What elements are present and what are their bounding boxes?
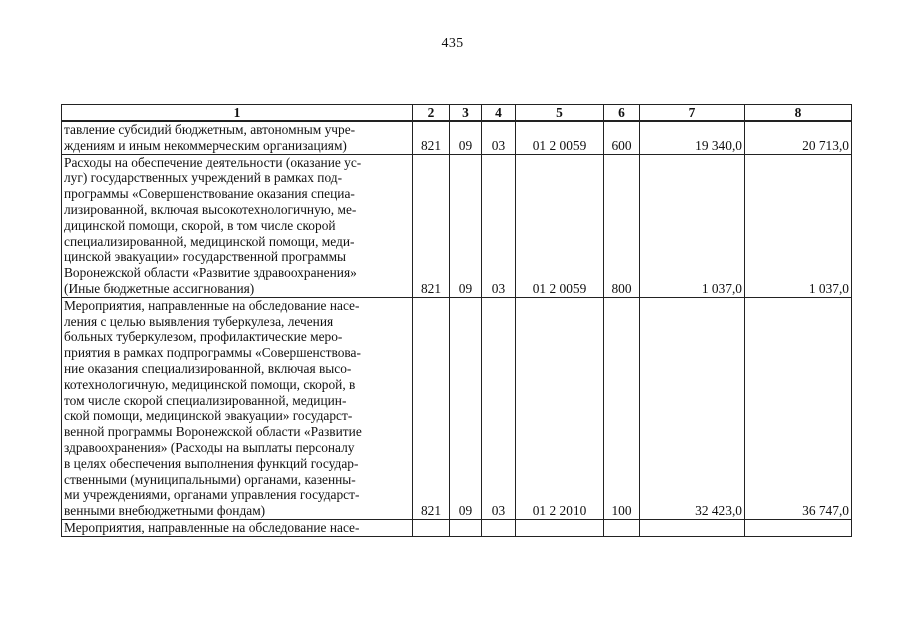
description-line: котехнологичную, медицинской помощи, скорой, в <box>64 376 356 392</box>
row-description <box>62 154 413 297</box>
section-code <box>450 519 482 536</box>
amount-year-1: 32 423,0 <box>640 297 745 519</box>
target-code: 01 2 2010 <box>516 297 604 519</box>
table-header-row <box>62 105 852 122</box>
ministry-code: 821 <box>413 154 450 297</box>
ministry-code: 821 <box>413 121 450 154</box>
description-line: Мероприятия, направленные на обследование насе- <box>64 519 360 535</box>
description-line: ние оказания специализированной, включая высо- <box>64 360 352 376</box>
column-header: 4 <box>482 105 516 122</box>
target-code <box>516 519 604 536</box>
column-header: 3 <box>450 105 482 122</box>
subsection-code: 03 <box>482 154 516 297</box>
description-line: венной программы Воронежской области «Развитие <box>64 424 362 440</box>
amount-year-2: 20 713,0 <box>745 121 852 154</box>
description-line: приятия в рамках подпрограммы «Совершенствова- <box>64 345 361 361</box>
amount-year-1: 1 037,0 <box>640 154 745 297</box>
table-row <box>62 154 852 297</box>
description-line: венными внебюджетными фондам) <box>64 503 266 519</box>
table-row <box>62 519 852 536</box>
description-line: здравоохранения» (Расходы на выплаты персоналу <box>64 439 355 455</box>
subsection-code: 03 <box>482 297 516 519</box>
expense-type-code: 800 <box>604 154 640 297</box>
description-line: том числе скорой специализированной, медицин- <box>64 392 347 408</box>
budget-table <box>61 104 852 537</box>
description-line: (Иные бюджетные ассигнования) <box>64 280 255 296</box>
ministry-code <box>413 519 450 536</box>
description-line: больных туберкулезом, профилактические меро- <box>64 329 343 345</box>
subsection-code <box>482 519 516 536</box>
section-code: 09 <box>450 121 482 154</box>
description-line: ми учреждениями, органами управления государст- <box>64 487 360 503</box>
description-line: тавление субсидий бюджетным, автономным учре- <box>64 122 356 137</box>
description-line: Мероприятия, направленные на обследование насе- <box>64 297 360 313</box>
description-line: лизированной, включая высокотехнологичную, ме- <box>64 201 357 217</box>
description-line: ской помощи, медицинской эвакуации» государст- <box>64 408 353 424</box>
description-line: Расходы на обеспечение деятельности (оказание ус- <box>64 154 362 170</box>
column-header: 2 <box>413 105 450 122</box>
description-line: программы «Совершенствование оказания специа- <box>64 186 355 202</box>
amount-year-1: 19 340,0 <box>640 121 745 154</box>
section-code: 09 <box>450 154 482 297</box>
column-header: 8 <box>745 105 852 122</box>
column-header: 6 <box>604 105 640 122</box>
description-line: Воронежской области «Развитие здравоохранения» <box>64 265 357 281</box>
description-line: ственными (муниципальными) органами, казенны- <box>64 471 356 487</box>
table-row <box>62 121 852 154</box>
page-number: 435 <box>441 36 464 51</box>
row-description <box>62 121 413 154</box>
target-code: 01 2 0059 <box>516 154 604 297</box>
description-line: ления с целью выявления туберкулеза, лечения <box>64 313 334 329</box>
subsection-code: 03 <box>482 121 516 154</box>
column-header: 7 <box>640 105 745 122</box>
expense-type-code <box>604 519 640 536</box>
ministry-code: 821 <box>413 297 450 519</box>
row-description <box>62 297 413 519</box>
column-header: 5 <box>516 105 604 122</box>
table-row <box>62 297 852 519</box>
amount-year-1 <box>640 519 745 536</box>
description-line: в целях обеспечения выполнения функций государ- <box>64 455 359 471</box>
amount-year-2: 36 747,0 <box>745 297 852 519</box>
row-description <box>62 519 413 536</box>
target-code: 01 2 0059 <box>516 121 604 154</box>
column-header: 1 <box>62 105 413 122</box>
amount-year-2: 1 037,0 <box>745 154 852 297</box>
section-code: 09 <box>450 297 482 519</box>
amount-year-2 <box>745 519 852 536</box>
description-line: ждениям и иным некоммерческим организациям) <box>64 137 347 153</box>
description-line: луг) государственных учреждений в рамках под- <box>64 170 343 186</box>
expense-type-code: 600 <box>604 121 640 154</box>
description-line: специализированной, медицинской помощи, меди- <box>64 233 355 249</box>
description-line: дицинской помощи, скорой, в том числе скорой <box>64 217 336 233</box>
description-line: цинской эвакуации» государственной программы <box>64 249 347 265</box>
expense-type-code: 100 <box>604 297 640 519</box>
